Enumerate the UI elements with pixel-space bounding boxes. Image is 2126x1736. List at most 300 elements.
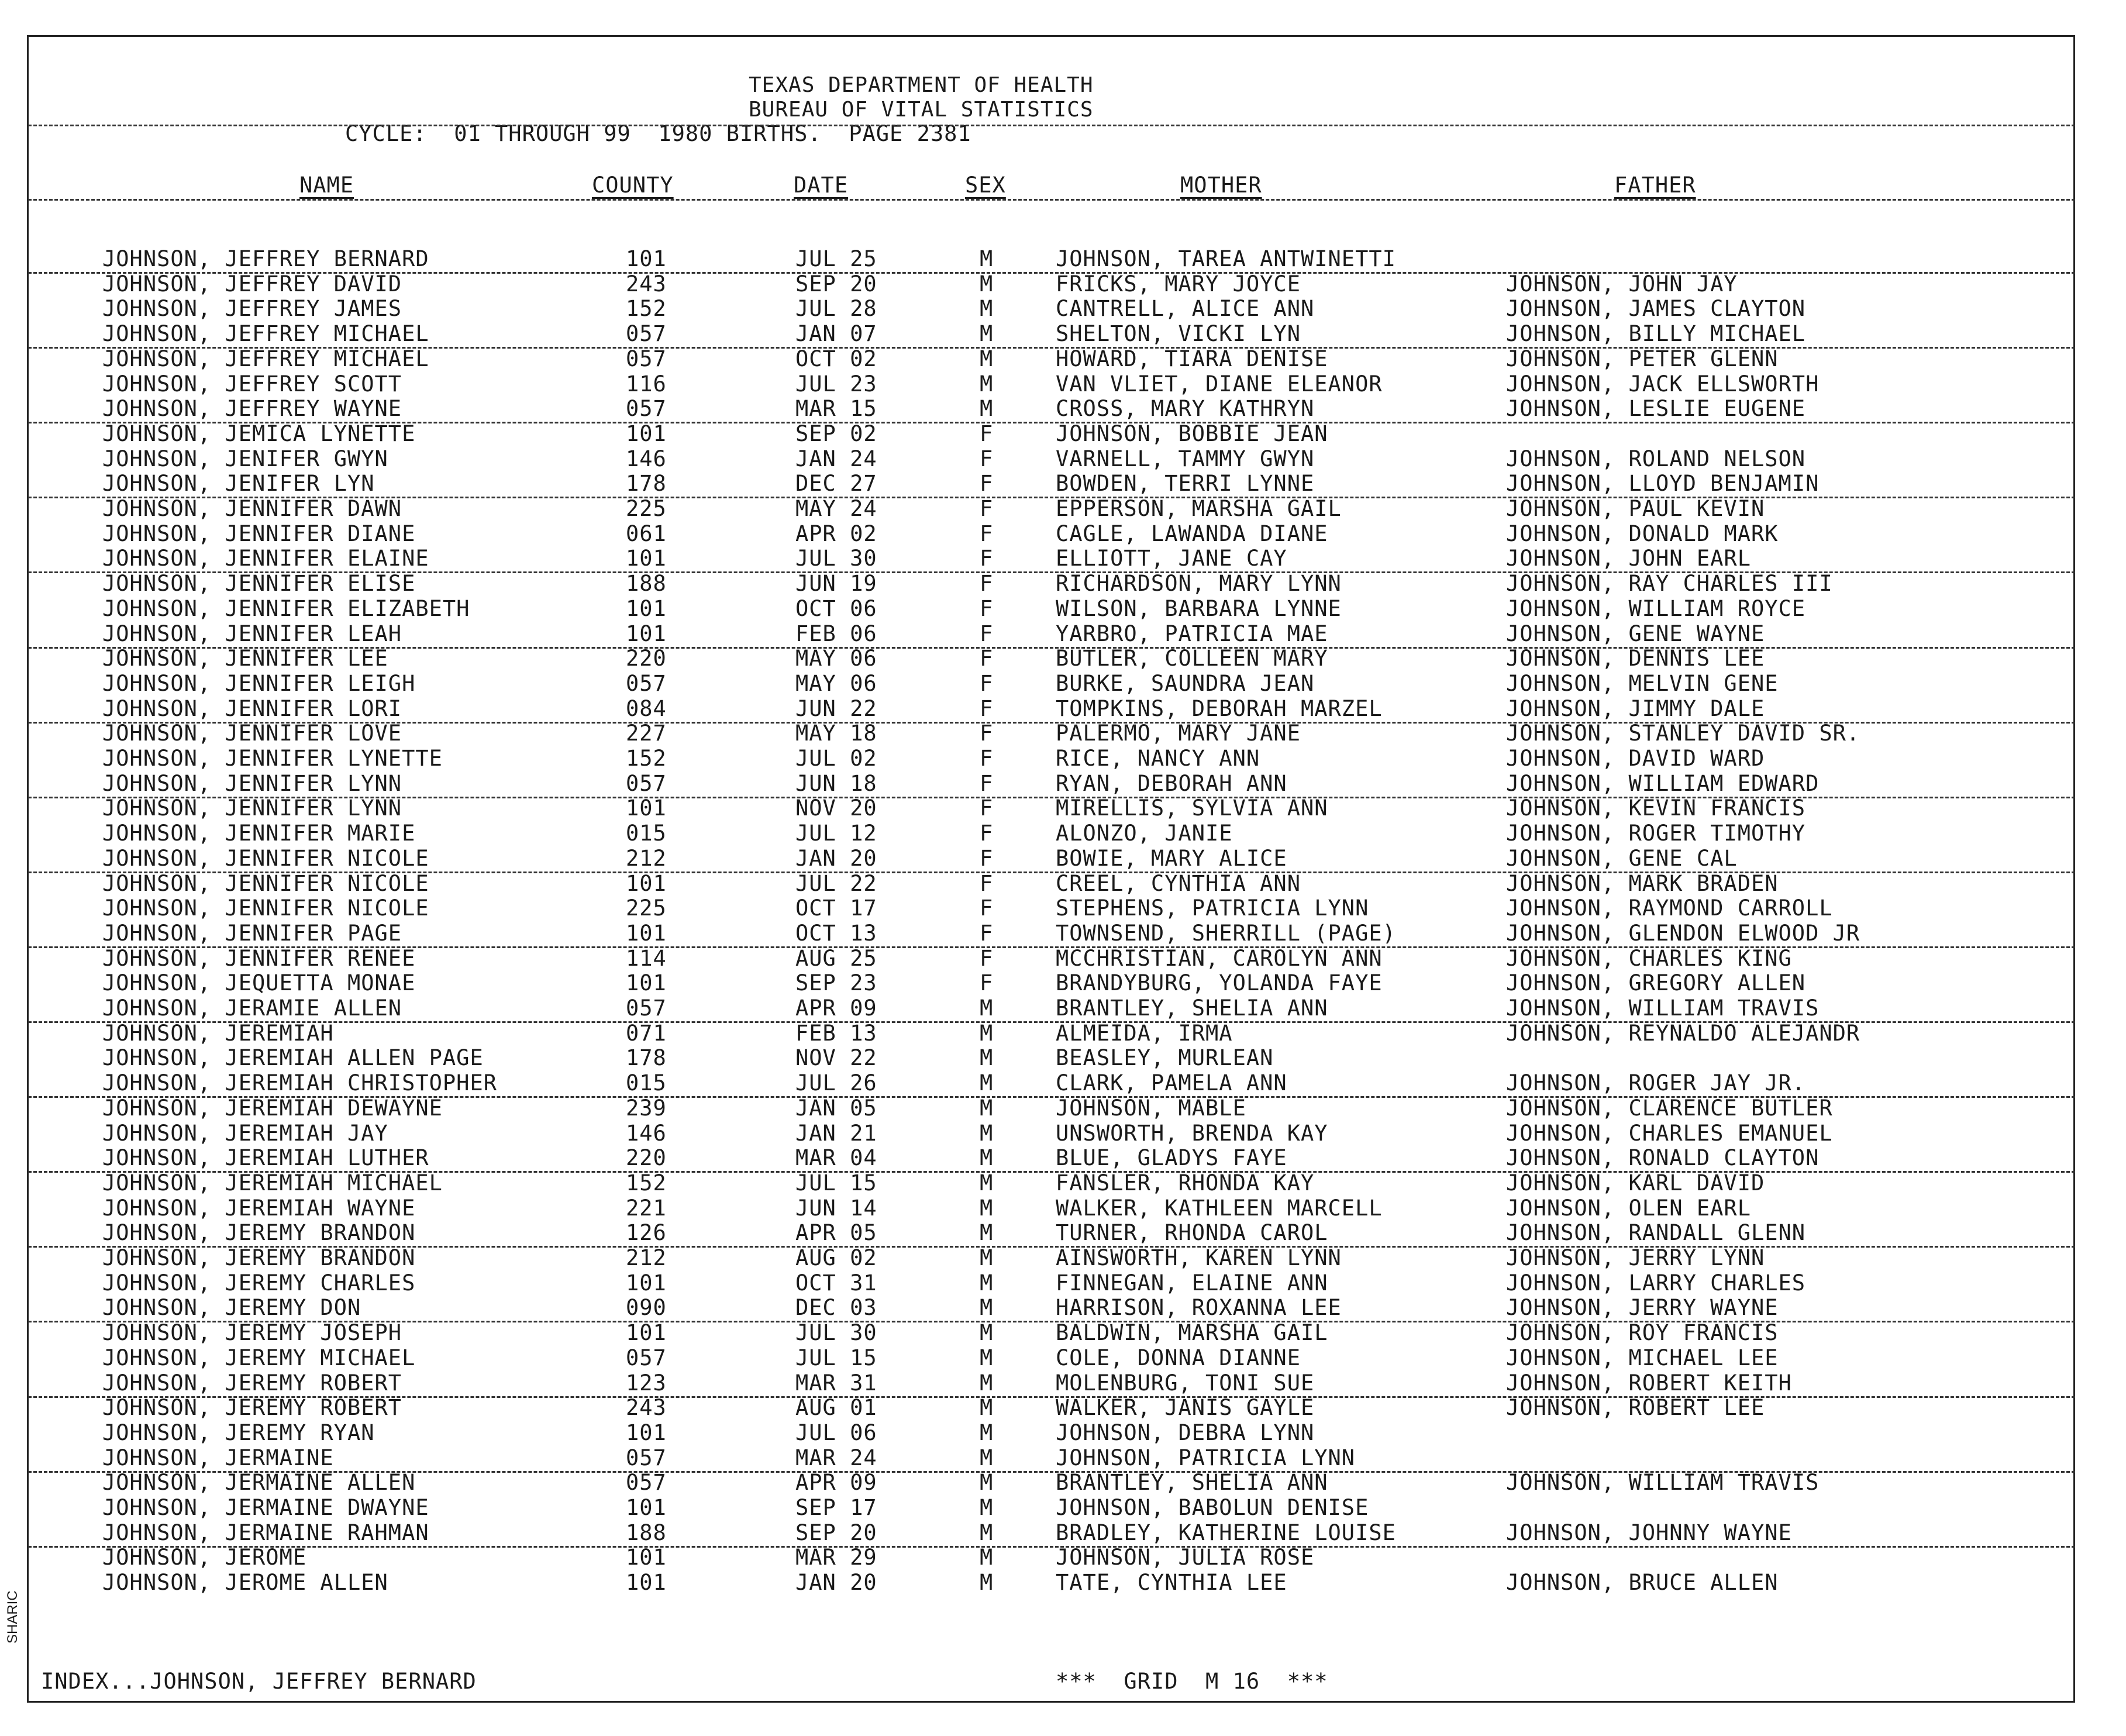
cell-name: JOHNSON, JENNIFER LEAH (102, 621, 402, 646)
cell-county: 123 (626, 1370, 667, 1396)
cell-sex: M (980, 1220, 994, 1246)
footer-grid: *** GRID M 16 *** (1056, 1669, 1328, 1694)
cell-county: 101 (626, 970, 667, 996)
cell-father: JOHNSON, WILLIAM ROYCE (1506, 595, 1806, 621)
cell-county: 101 (626, 1495, 667, 1520)
table-row (0, 971, 2126, 996)
cell-date: FEB 06 (795, 621, 877, 646)
cell-county: 212 (626, 845, 667, 871)
cell-county: 101 (626, 1270, 667, 1296)
cell-date: JUL 23 (795, 371, 877, 397)
cell-date: DEC 27 (795, 471, 877, 497)
table-row (0, 1021, 2126, 1046)
cell-father: JOHNSON, ROBERT KEITH (1506, 1370, 1792, 1396)
cell-name: JOHNSON, JERAMIE ALLEN (102, 996, 402, 1021)
cell-date: OCT 31 (795, 1270, 877, 1296)
header-department: TEXAS DEPARTMENT OF HEALTH (749, 73, 1094, 97)
cell-name: JOHNSON, JEREMY RYAN (102, 1420, 375, 1445)
cell-county: 057 (626, 770, 667, 796)
cell-date: JUN 22 (795, 695, 877, 721)
cell-date: JUN 14 (795, 1195, 877, 1221)
cell-sex: M (980, 1320, 994, 1346)
table-row (0, 497, 2126, 521)
cell-name: JOHNSON, JENNIFER ELISE (102, 571, 416, 597)
cell-date: MAR 31 (795, 1370, 877, 1396)
cell-mother: WILSON, BARBARA LYNNE (1056, 595, 1342, 621)
cell-county: 152 (626, 746, 667, 771)
cell-sex: F (980, 945, 994, 971)
cell-name: JOHNSON, JEREMIAH (102, 1020, 334, 1046)
cell-sex: M (980, 321, 994, 347)
cell-name: JOHNSON, JEREMIAH DEWAYNE (102, 1095, 443, 1121)
cell-county: 101 (626, 1570, 667, 1596)
cell-mother: FRICKS, MARY JOYCE (1056, 271, 1301, 297)
cell-sex: M (980, 1470, 994, 1496)
cell-father: JOHNSON, GREGORY ALLEN (1506, 970, 1806, 996)
cell-county: 221 (626, 1195, 667, 1221)
cell-mother: BURKE, SAUNDRA JEAN (1056, 670, 1315, 696)
cell-sex: M (980, 1545, 994, 1570)
cell-sex: M (980, 1045, 994, 1071)
cell-name: JOHNSON, JEREMY MICHAEL (102, 1345, 416, 1370)
table-row (0, 697, 2126, 721)
cell-father: JOHNSON, REYNALDO ALEJANDR (1506, 1020, 1860, 1046)
cell-date: FEB 13 (795, 1020, 877, 1046)
cell-sex: M (980, 1295, 994, 1321)
cell-name: JOHNSON, JEREMIAH ALLEN PAGE (102, 1045, 484, 1071)
cell-father: JOHNSON, JIMMY DALE (1506, 695, 1765, 721)
cell-mother: ELLIOTT, JANE CAY (1056, 546, 1287, 571)
cell-sex: M (980, 1445, 994, 1470)
cell-mother: BOWDEN, TERRI LYNNE (1056, 471, 1315, 497)
cell-sex: M (980, 1520, 994, 1545)
cell-sex: M (980, 1495, 994, 1520)
cell-father: JOHNSON, WILLIAM TRAVIS (1506, 996, 1820, 1021)
cell-mother: PALERMO, MARY JANE (1056, 721, 1301, 746)
cell-sex: F (980, 746, 994, 771)
cell-mother: ALMEIDA, IRMA (1056, 1020, 1233, 1046)
cell-date: AUG 01 (795, 1395, 877, 1421)
cell-county: 101 (626, 1420, 667, 1445)
table-row (0, 1246, 2126, 1270)
cell-sex: M (980, 1245, 994, 1270)
cell-county: 101 (626, 920, 667, 946)
cell-father: JOHNSON, BRUCE ALLEN (1506, 1570, 1779, 1596)
cell-county: 239 (626, 1095, 667, 1121)
cell-date: SEP 23 (795, 970, 877, 996)
divider-line (28, 199, 2075, 201)
cell-name: JOHNSON, JEMICA LYNETTE (102, 421, 416, 446)
cell-county: 101 (626, 795, 667, 821)
cell-sex: F (980, 471, 994, 497)
cell-mother: CLARK, PAMELA ANN (1056, 1070, 1287, 1096)
cell-father: JOHNSON, PAUL KEVIN (1506, 496, 1765, 521)
cell-sex: M (980, 396, 994, 422)
table-row (0, 1446, 2126, 1470)
cell-mother: BRANTLEY, SHELIA ANN (1056, 1470, 1328, 1496)
cell-date: SEP 20 (795, 1520, 877, 1545)
cell-sex: F (980, 821, 994, 846)
footer-index: INDEX...JOHNSON, JEFFREY BERNARD (41, 1669, 477, 1694)
cell-father: JOHNSON, JACK ELLSWORTH (1506, 371, 1820, 397)
cell-name: JOHNSON, JENNIFER LYNETTE (102, 746, 443, 771)
table-row (0, 746, 2126, 771)
table-row (0, 322, 2126, 346)
table-row (0, 1496, 2126, 1520)
cell-county: 101 (626, 246, 667, 271)
cell-name: JOHNSON, JENIFER GWYN (102, 446, 388, 471)
cell-mother: BLUE, GLADYS FAYE (1056, 1145, 1287, 1171)
table-row (0, 1371, 2126, 1396)
cell-sex: M (980, 1270, 994, 1296)
cell-name: JOHNSON, JEREMY ROBERT (102, 1370, 402, 1396)
cell-date: OCT 06 (795, 595, 877, 621)
cell-date: SEP 17 (795, 1495, 877, 1520)
cell-father: JOHNSON, PETER GLENN (1506, 346, 1779, 371)
cell-county: 101 (626, 595, 667, 621)
cell-father: JOHNSON, WILLIAM EDWARD (1506, 770, 1820, 796)
cell-father: JOHNSON, DAVID WARD (1506, 746, 1765, 771)
table-row (0, 297, 2126, 321)
side-label: SHARIC (5, 1590, 20, 1644)
cell-county: 126 (626, 1220, 667, 1246)
table-row (0, 846, 2126, 871)
cell-county: 057 (626, 346, 667, 371)
cell-mother: JOHNSON, DEBRA LYNN (1056, 1420, 1315, 1445)
cell-county: 015 (626, 821, 667, 846)
cell-father: JOHNSON, ROBERT LEE (1506, 1395, 1765, 1421)
cell-mother: VAN VLIET, DIANE ELEANOR (1056, 371, 1383, 397)
table-row (0, 796, 2126, 821)
cell-date: AUG 25 (795, 945, 877, 971)
cell-name: JOHNSON, JEFFREY BERNARD (102, 246, 429, 271)
cell-name: JOHNSON, JENNIFER ELAINE (102, 546, 429, 571)
cell-county: 057 (626, 1470, 667, 1496)
cell-sex: F (980, 895, 994, 921)
cell-father: JOHNSON, ROY FRANCIS (1506, 1320, 1779, 1346)
cell-father: JOHNSON, MARK BRADEN (1506, 870, 1779, 896)
cell-county: 146 (626, 446, 667, 471)
cell-date: JAN 20 (795, 1570, 877, 1596)
cell-mother: BRANDYBURG, YOLANDA FAYE (1056, 970, 1383, 996)
cell-county: 152 (626, 1170, 667, 1196)
cell-name: JOHNSON, JEFFREY SCOTT (102, 371, 402, 397)
cell-date: APR 05 (795, 1220, 877, 1246)
cell-father: JOHNSON, JOHN JAY (1506, 271, 1738, 297)
cell-name: JOHNSON, JEFFREY WAYNE (102, 396, 402, 422)
cell-sex: F (980, 496, 994, 521)
table-row (0, 1221, 2126, 1245)
table-row (0, 1146, 2126, 1170)
cell-mother: BOWIE, MARY ALICE (1056, 845, 1287, 871)
cell-county: 057 (626, 1445, 667, 1470)
table-row (0, 247, 2126, 271)
cell-county: 090 (626, 1295, 667, 1321)
cell-name: JOHNSON, JENNIFER PAGE (102, 920, 402, 946)
header-bureau: BUREAU OF VITAL STATISTICS (749, 98, 1094, 122)
cell-mother: FINNEGAN, ELAINE ANN (1056, 1270, 1328, 1296)
cell-date: JAN 21 (795, 1120, 877, 1146)
cell-name: JOHNSON, JENNIFER RENEE (102, 945, 416, 971)
cell-mother: TURNER, RHONDA CAROL (1056, 1220, 1328, 1246)
cell-father: JOHNSON, CHARLES KING (1506, 945, 1792, 971)
cell-sex: F (980, 571, 994, 597)
cell-date: MAR 15 (795, 396, 877, 422)
cell-county: 220 (626, 1145, 667, 1171)
cell-mother: RICHARDSON, MARY LYNN (1056, 571, 1342, 597)
cell-mother: STEPHENS, PATRICIA LYNN (1056, 895, 1369, 921)
table-row (0, 1096, 2126, 1121)
cell-name: JOHNSON, JERMAINE ALLEN (102, 1470, 416, 1496)
cell-father: JOHNSON, BILLY MICHAEL (1506, 321, 1806, 347)
table-row (0, 422, 2126, 446)
cell-mother: AINSWORTH, KAREN LYNN (1056, 1245, 1342, 1270)
cell-county: 225 (626, 895, 667, 921)
cell-mother: SHELTON, VICKI LYN (1056, 321, 1301, 347)
cell-date: JUL 22 (795, 870, 877, 896)
cell-sex: M (980, 1420, 994, 1445)
cell-county: 101 (626, 870, 667, 896)
cell-county: 057 (626, 396, 667, 422)
table-row (0, 1470, 2126, 1495)
cell-date: APR 09 (795, 1470, 877, 1496)
cell-name: JOHNSON, JENNIFER DIANE (102, 521, 416, 546)
cell-mother: TOMPKINS, DEBORAH MARZEL (1056, 695, 1383, 721)
table-row (0, 821, 2126, 846)
table-row (0, 646, 2126, 671)
cell-date: SEP 20 (795, 271, 877, 297)
cell-date: JAN 20 (795, 845, 877, 871)
cell-father: JOHNSON, MELVIN GENE (1506, 670, 1779, 696)
cell-sex: F (980, 595, 994, 621)
cell-sex: M (980, 1570, 994, 1596)
cell-sex: M (980, 996, 994, 1021)
cell-name: JOHNSON, JENNIFER ELIZABETH (102, 595, 470, 621)
cell-sex: M (980, 371, 994, 397)
cell-mother: TOWNSEND, SHERRILL (PAGE) (1056, 920, 1396, 946)
cell-mother: HARRISON, ROXANNA LEE (1056, 1295, 1342, 1321)
cell-county: 188 (626, 1520, 667, 1545)
cell-mother: YARBRO, PATRICIA MAE (1056, 621, 1328, 646)
cell-name: JOHNSON, JEFFREY JAMES (102, 296, 402, 322)
cell-father: JOHNSON, CLARENCE BUTLER (1506, 1095, 1833, 1121)
cell-name: JOHNSON, JEFFREY MICHAEL (102, 321, 429, 347)
cell-county: 178 (626, 471, 667, 497)
cell-sex: M (980, 1195, 994, 1221)
cell-date: OCT 13 (795, 920, 877, 946)
cell-county: 220 (626, 646, 667, 671)
cell-father: JOHNSON, OLEN EARL (1506, 1195, 1751, 1221)
cell-father: JOHNSON, LESLIE EUGENE (1506, 396, 1806, 422)
cell-father: JOHNSON, JOHNNY WAYNE (1506, 1520, 1792, 1545)
cell-county: 101 (626, 621, 667, 646)
cell-father: JOHNSON, MICHAEL LEE (1506, 1345, 1779, 1370)
cell-sex: M (980, 1370, 994, 1396)
cell-father: JOHNSON, JOHN EARL (1506, 546, 1751, 571)
cell-father: JOHNSON, ROGER TIMOTHY (1506, 821, 1806, 846)
column-header-name: NAME (299, 173, 354, 198)
cell-name: JOHNSON, JENNIFER LEIGH (102, 670, 416, 696)
cell-mother: HOWARD, TIARA DENISE (1056, 346, 1328, 371)
cell-father: JOHNSON, JAMES CLAYTON (1506, 296, 1806, 322)
table-row (0, 872, 2126, 896)
cell-mother: JOHNSON, PATRICIA LYNN (1056, 1445, 1356, 1470)
cell-county: 227 (626, 721, 667, 746)
cell-name: JOHNSON, JEREMY DON (102, 1295, 361, 1321)
table-row (0, 1396, 2126, 1420)
cell-date: JUL 12 (795, 821, 877, 846)
cell-mother: WALKER, JANIS GAYLE (1056, 1395, 1315, 1421)
cell-mother: BALDWIN, MARSHA GAIL (1056, 1320, 1328, 1346)
cell-mother: COLE, DONNA DIANNE (1056, 1345, 1301, 1370)
cell-date: NOV 20 (795, 795, 877, 821)
cell-date: JUN 19 (795, 571, 877, 597)
table-row (0, 571, 2126, 596)
cell-father: JOHNSON, WILLIAM TRAVIS (1506, 1470, 1820, 1496)
cell-sex: F (980, 546, 994, 571)
cell-sex: F (980, 446, 994, 471)
table-row (0, 771, 2126, 796)
table-row (0, 622, 2126, 646)
cell-name: JOHNSON, JEFFREY MICHAEL (102, 346, 429, 371)
cell-mother: WALKER, KATHLEEN MARCELL (1056, 1195, 1383, 1221)
cell-name: JOHNSON, JERMAINE DWAYNE (102, 1495, 429, 1520)
cell-father: JOHNSON, RAYMOND CARROLL (1506, 895, 1833, 921)
cell-mother: TATE, CYNTHIA LEE (1056, 1570, 1287, 1596)
cell-mother: RYAN, DEBORAH ANN (1056, 770, 1287, 796)
cell-father: JOHNSON, RANDALL GLENN (1506, 1220, 1806, 1246)
table-row (0, 1346, 2126, 1370)
cell-sex: M (980, 1395, 994, 1421)
cell-name: JOHNSON, JENNIFER LEE (102, 646, 388, 671)
cell-name: JOHNSON, JENNIFER NICOLE (102, 895, 429, 921)
cell-date: SEP 02 (795, 421, 877, 446)
cell-sex: F (980, 695, 994, 721)
cell-name: JOHNSON, JENNIFER LYNN (102, 770, 402, 796)
cell-mother: JOHNSON, JULIA ROSE (1056, 1545, 1315, 1570)
cell-name: JOHNSON, JEREMIAH LUTHER (102, 1145, 429, 1171)
cell-sex: F (980, 670, 994, 696)
cell-mother: JOHNSON, BABOLUN DENISE (1056, 1495, 1369, 1520)
cell-father: JOHNSON, ROGER JAY JR. (1506, 1070, 1806, 1096)
cell-county: 114 (626, 945, 667, 971)
cell-sex: F (980, 770, 994, 796)
cell-county: 116 (626, 371, 667, 397)
table-row (0, 597, 2126, 621)
table-row (0, 471, 2126, 496)
cell-mother: BEASLEY, MURLEAN (1056, 1045, 1274, 1071)
cell-sex: F (980, 920, 994, 946)
column-header-sex: SEX (965, 173, 1006, 198)
cell-sex: F (980, 621, 994, 646)
column-header-father: FATHER (1614, 173, 1696, 198)
cell-sex: M (980, 1095, 994, 1121)
cell-sex: M (980, 1345, 994, 1370)
cell-date: JAN 05 (795, 1095, 877, 1121)
table-row (0, 946, 2126, 971)
table-row (0, 546, 2126, 571)
cell-county: 015 (626, 1070, 667, 1096)
cell-mother: CANTRELL, ALICE ANN (1056, 296, 1315, 322)
cell-name: JOHNSON, JEREMY JOSEPH (102, 1320, 402, 1346)
cell-date: JUL 02 (795, 746, 877, 771)
cell-mother: BRANTLEY, SHELIA ANN (1056, 996, 1328, 1021)
column-header-mother: MOTHER (1180, 173, 1262, 198)
cell-county: 225 (626, 496, 667, 521)
cell-county: 057 (626, 670, 667, 696)
table-row (0, 1521, 2126, 1545)
table-row (0, 1046, 2126, 1070)
cell-name: JOHNSON, JENIFER LYN (102, 471, 375, 497)
cell-name: JOHNSON, JENNIFER DAWN (102, 496, 402, 521)
table-row (0, 1296, 2126, 1320)
cell-father: JOHNSON, LARRY CHARLES (1506, 1270, 1806, 1296)
cell-mother: ALONZO, JANIE (1056, 821, 1233, 846)
cell-date: MAY 06 (795, 670, 877, 696)
cell-date: JUL 15 (795, 1345, 877, 1370)
cell-mother: FANSLER, RHONDA KAY (1056, 1170, 1315, 1196)
cell-sex: M (980, 1020, 994, 1046)
column-header-county: COUNTY (592, 173, 674, 198)
cell-county: 057 (626, 1345, 667, 1370)
cell-sex: F (980, 521, 994, 546)
cell-sex: M (980, 1145, 994, 1171)
cell-county: 188 (626, 571, 667, 597)
cell-date: MAY 06 (795, 646, 877, 671)
cell-mother: BRADLEY, KATHERINE LOUISE (1056, 1520, 1396, 1545)
table-row (0, 1121, 2126, 1146)
cell-county: 152 (626, 296, 667, 322)
cell-mother: MOLENBURG, TONI SUE (1056, 1370, 1315, 1396)
cell-father: JOHNSON, CHARLES EMANUEL (1506, 1120, 1833, 1146)
cell-sex: M (980, 246, 994, 271)
cell-name: JOHNSON, JEREMIAH CHRISTOPHER (102, 1070, 498, 1096)
cell-name: JOHNSON, JERMAINE RAHMAN (102, 1520, 429, 1545)
table-row (0, 1196, 2126, 1221)
cell-county: 057 (626, 996, 667, 1021)
cell-name: JOHNSON, JENNIFER LYNN (102, 795, 402, 821)
cell-father: JOHNSON, KARL DAVID (1506, 1170, 1765, 1196)
cell-name: JOHNSON, JEREMY CHARLES (102, 1270, 416, 1296)
table-row (0, 1421, 2126, 1445)
cell-name: JOHNSON, JENNIFER MARIE (102, 821, 416, 846)
table-row (0, 522, 2126, 546)
cell-county: 101 (626, 1320, 667, 1346)
divider-line (28, 125, 2075, 126)
cell-date: MAR 24 (795, 1445, 877, 1470)
cell-name: JOHNSON, JENNIFER NICOLE (102, 845, 429, 871)
cell-sex: M (980, 1070, 994, 1096)
table-row (0, 272, 2126, 297)
cell-date: MAR 04 (795, 1145, 877, 1171)
cell-date: JUL 30 (795, 1320, 877, 1346)
cell-sex: M (980, 271, 994, 297)
cell-date: JUL 30 (795, 546, 877, 571)
cell-mother: UNSWORTH, BRENDA KAY (1056, 1120, 1328, 1146)
table-row (0, 921, 2126, 946)
cell-sex: F (980, 795, 994, 821)
cell-father: JOHNSON, KEVIN FRANCIS (1506, 795, 1806, 821)
cell-father: JOHNSON, GENE WAYNE (1506, 621, 1765, 646)
cell-date: JUL 28 (795, 296, 877, 322)
cell-county: 057 (626, 321, 667, 347)
table-row (0, 671, 2126, 696)
cell-county: 243 (626, 1395, 667, 1421)
table-row (0, 397, 2126, 421)
cell-name: JOHNSON, JENNIFER LORI (102, 695, 402, 721)
table-row (0, 447, 2126, 471)
cell-father: JOHNSON, GENE CAL (1506, 845, 1738, 871)
